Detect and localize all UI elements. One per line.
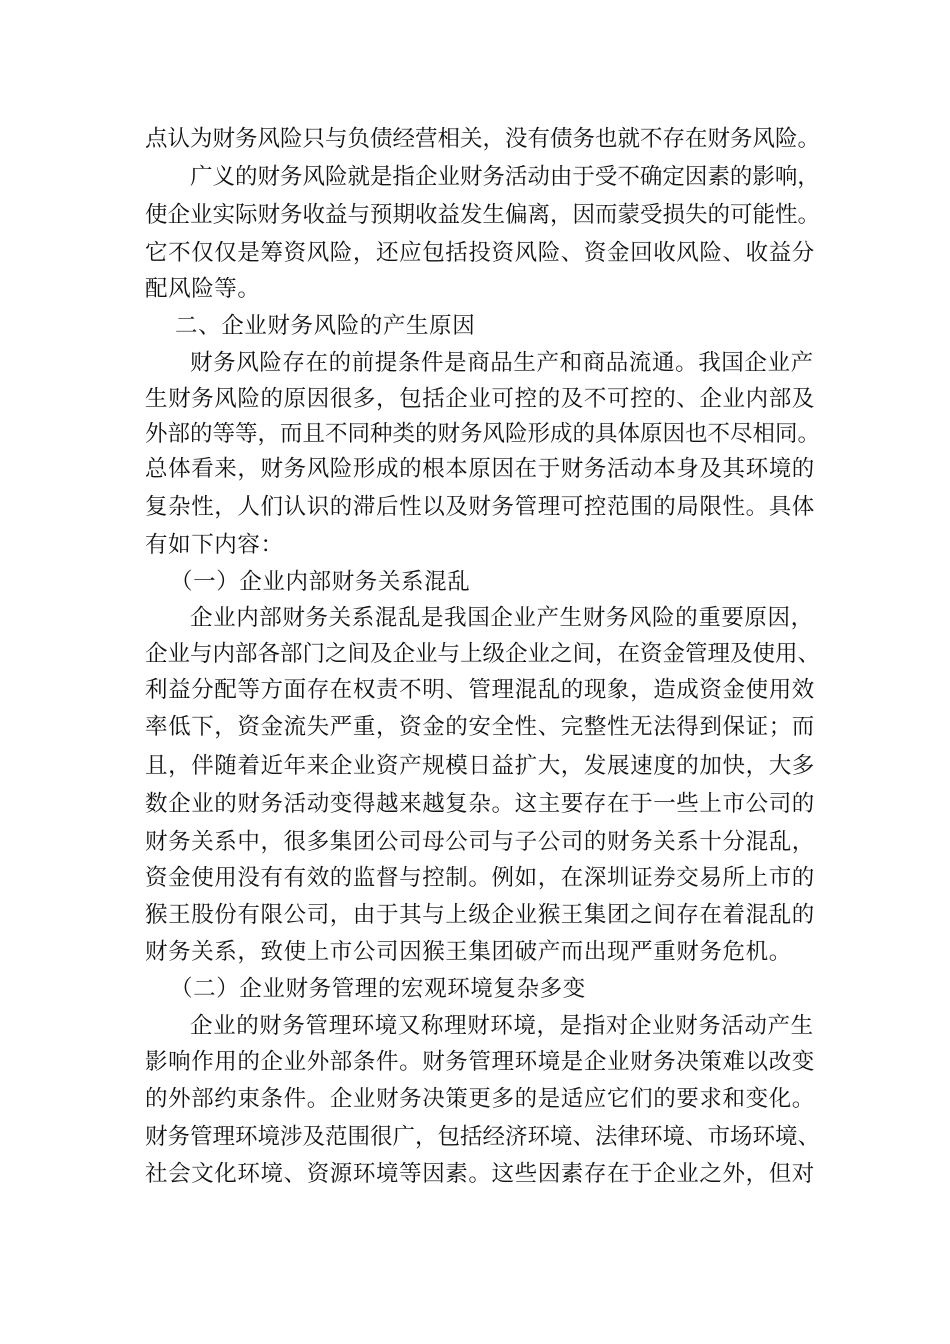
body-text-line: 猴王股份有限公司，由于其与上级企业猴王集团之间存在着混乱的 xyxy=(145,902,815,928)
body-text-line: 财务风险存在的前提条件是商品生产和商品流通。我国企业产 xyxy=(190,350,814,376)
body-text-line: 率低下，资金流失严重，资金的安全性、完整性无法得到保证；而 xyxy=(145,714,815,740)
body-text-line: 它不仅仅是筹资风险，还应包括投资风险、资金回收风险、收益分 xyxy=(145,240,815,266)
body-text-line: 且，伴随着近年来企业资产规模日益扩大，发展速度的加快，大多 xyxy=(145,753,815,779)
body-text-line: 复杂性，人们认识的滞后性以及财务管理可控范围的局限性。具体 xyxy=(145,494,815,520)
body-text-line: 广义的财务风险就是指企业财务活动由于受不确定因素的影响， xyxy=(190,164,820,190)
body-text-line: 外部的等等，而且不同种类的财务风险形成的具体原因也不尽相同。 xyxy=(145,421,821,447)
body-text-line: 配风险等。 xyxy=(145,276,261,302)
body-text-line: 影响作用的企业外部条件。财务管理环境是企业财务决策难以改变 xyxy=(145,1049,815,1075)
body-text-line: 资金使用没有有效的监督与控制。例如，在深圳证券交易所上市的 xyxy=(145,865,815,891)
body-text-line: 社会文化环境、资源环境等因素。这些因素存在于企业之外，但对 xyxy=(145,1161,815,1187)
section-heading: 二、企业财务风险的产生原因 xyxy=(175,313,476,339)
body-text-line: 企业与内部各部门之间及企业与上级企业之间，在资金管理及使用、 xyxy=(145,641,821,667)
subsection-heading: （二）企业财务管理的宏观环境复杂多变 xyxy=(170,976,586,1002)
body-text-line: 财务管理环境涉及范围很广，包括经济环境、法律环境、市场环境、 xyxy=(145,1124,821,1150)
body-text-line: 点认为财务风险只与负债经营相关，没有债务也就不存在财务风险。 xyxy=(145,126,821,152)
body-text-line: 的外部约束条件。企业财务决策更多的是适应它们的要求和变化。 xyxy=(145,1086,815,1112)
body-text-line: 数企业的财务活动变得越来越复杂。这主要存在于一些上市公司的 xyxy=(145,791,815,817)
body-text-line: 企业的财务管理环境又称理财环境，是指对企业财务活动产生 xyxy=(190,1013,814,1039)
body-text-line: 财务关系中，很多集团公司母公司与子公司的财务关系十分混乱， xyxy=(145,829,815,855)
body-text-line: 生财务风险的原因很多，包括企业可控的及不可控的、企业内部及 xyxy=(145,386,815,412)
body-text-line: 使企业实际财务收益与预期收益发生偏离，因而蒙受损失的可能性。 xyxy=(145,202,821,228)
body-text-line: 总体看来，财务风险形成的根本原因在于财务活动本身及其环境的 xyxy=(145,456,815,482)
body-text-line: 企业内部财务关系混乱是我国企业产生财务风险的重要原因， xyxy=(190,605,814,631)
body-text-line: 财务关系，致使上市公司因猴王集团破产而出现严重财务危机。 xyxy=(145,939,792,965)
body-text-line: 有如下内容： xyxy=(145,532,284,558)
body-text-line: 利益分配等方面存在权责不明、管理混乱的现象，造成资金使用效 xyxy=(145,677,815,703)
subsection-heading: （一）企业内部财务关系混乱 xyxy=(170,569,471,595)
